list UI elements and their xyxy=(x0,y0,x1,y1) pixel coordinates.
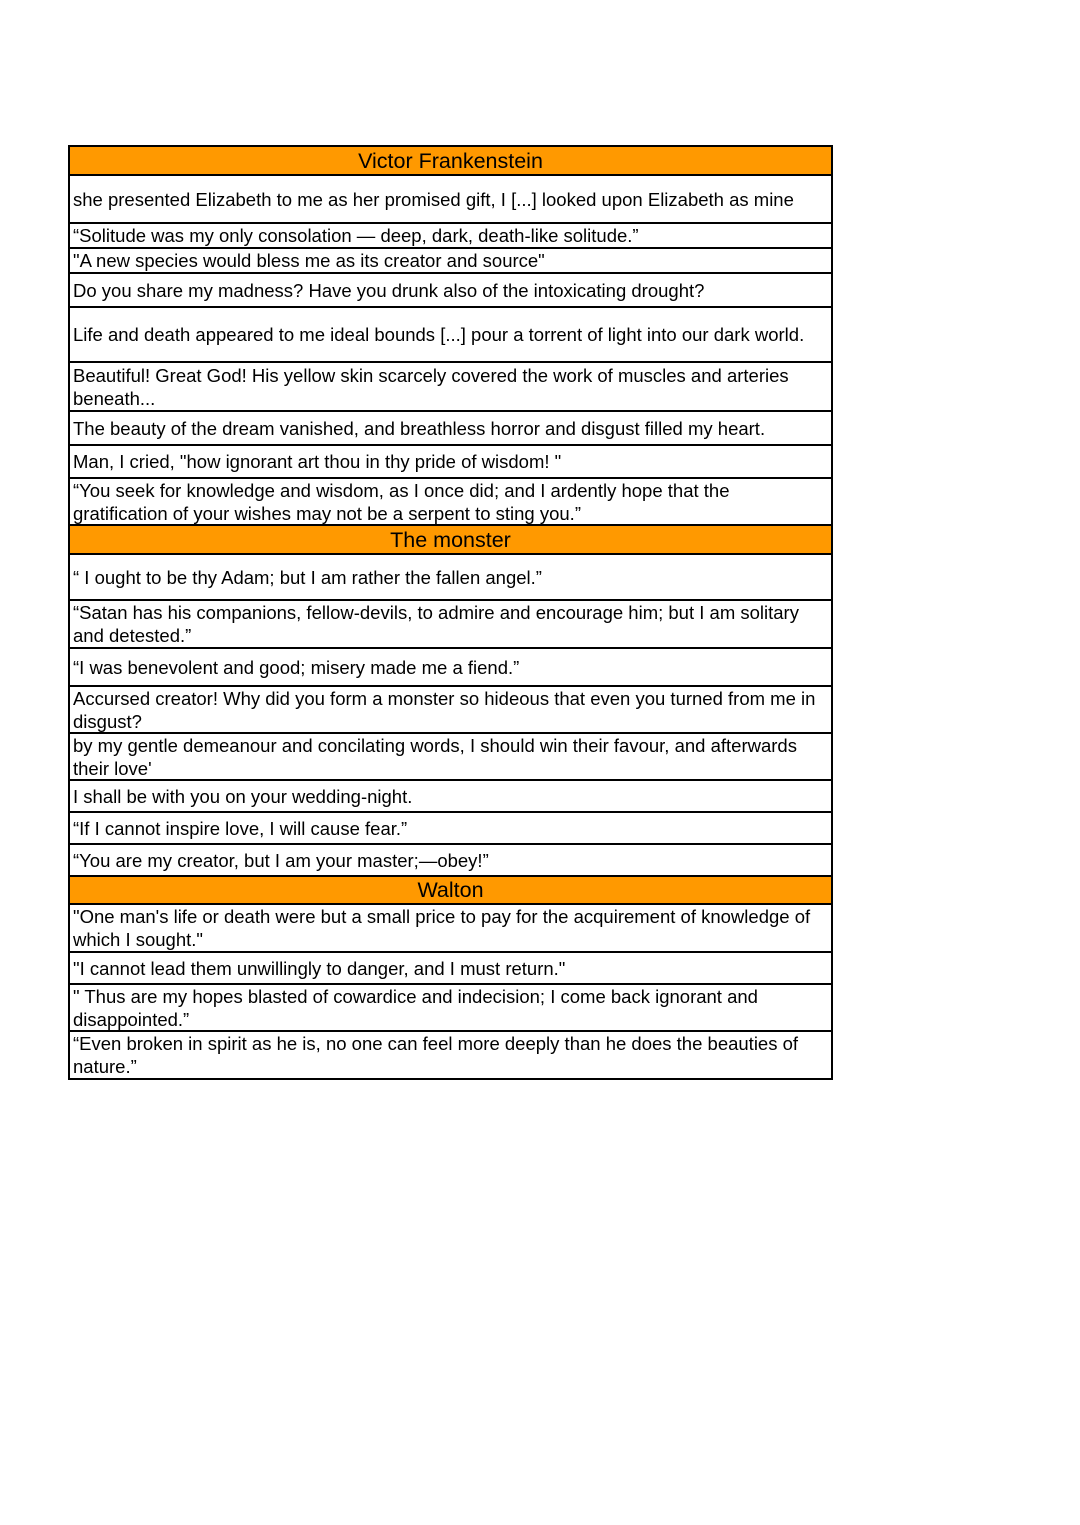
quote-row xyxy=(70,905,831,953)
quote-text: “Even broken in spirit as he is, no one can feel more deeply than he does the beauties of nature.” xyxy=(73,1033,799,1077)
quote-row xyxy=(70,813,831,845)
quote-text: “ I ought to be thy Adam; but I am rather the fallen angel.” xyxy=(73,566,542,588)
quote-row xyxy=(70,781,831,813)
quote-row xyxy=(70,274,831,308)
section-title: Victor Frankenstein xyxy=(358,148,543,173)
section-title: Walton xyxy=(417,878,484,902)
quote-text: " Thus are my hopes blasted of cowardice and indecision; I come back ignorant and disappointed.” xyxy=(73,985,758,1030)
quote-text: The beauty of the dream vanished, and breathless horror and disgust filled my heart. xyxy=(73,417,766,439)
quote-row xyxy=(70,953,831,985)
section-title: The monster xyxy=(390,527,511,552)
quote-text: Life and death appeared to me ideal bounds [...] pour a torrent of light into our dark world. xyxy=(73,324,805,345)
quote-row xyxy=(70,734,831,781)
quote-row xyxy=(70,479,831,526)
quote-row xyxy=(70,224,831,249)
quote-text: by my gentle demeanour and concilating words, I should win their favour, and afterwards their love' xyxy=(73,734,797,779)
quotes-table xyxy=(68,145,833,1080)
section-header-walton xyxy=(70,877,831,905)
section-header-monster xyxy=(70,526,831,555)
quote-text: Man, I cried, "how ignorant art thou in thy pride of wisdom! " xyxy=(73,451,562,472)
section-header-victor xyxy=(70,147,831,176)
quote-row xyxy=(70,845,831,877)
quote-text: she presented Elizabeth to me as her promised gift, I [...] looked upon Elizabeth as mine xyxy=(73,188,794,210)
quote-row xyxy=(70,412,831,446)
quote-text: “Solitude was my only consolation — deep, dark, death-like solitude.” xyxy=(73,225,639,246)
quote-text: “You are my creator, but I am your master;—obey!” xyxy=(73,849,489,871)
quote-row xyxy=(70,1032,831,1078)
quote-text: “Satan has his companions, fellow-devils, to admire and encourage him; but I am solitary and detested.” xyxy=(73,602,799,646)
quote-text: "One man's life or death were but a small price to pay for the acquirement of knowledge of which I sought." xyxy=(73,906,811,950)
quote-row xyxy=(70,601,831,649)
quote-row xyxy=(70,687,831,734)
quote-text: Do you share my madness? Have you drunk also of the intoxicating drought? xyxy=(73,279,705,301)
quote-text: “You seek for knowledge and wisdom, as I once did; and I ardently hope that the gratification of your wishes may not be a serpent to sting you.” xyxy=(73,479,730,524)
quote-row xyxy=(70,249,831,274)
quote-row xyxy=(70,446,831,479)
quote-row xyxy=(70,308,831,363)
quote-row xyxy=(70,985,831,1032)
quote-text: I shall be with you on your wedding-night. xyxy=(73,785,413,807)
quote-text: "I cannot lead them unwillingly to danger, and I must return." xyxy=(73,957,566,979)
quote-text: Beautiful! Great God! His yellow skin scarcely covered the work of muscles and arteries beneath... xyxy=(73,364,789,409)
quote-text: "A new species would bless me as its creator and source" xyxy=(73,250,545,271)
quote-text: Accursed creator! Why did you form a monster so hideous that even you turned from me in disgust? xyxy=(73,687,816,732)
quote-text: “If I cannot inspire love, I will cause fear.” xyxy=(73,817,408,839)
quote-row xyxy=(70,649,831,687)
quote-row xyxy=(70,176,831,224)
quote-row xyxy=(70,363,831,412)
quote-text: “I was benevolent and good; misery made me a fiend.” xyxy=(73,656,520,678)
quote-row xyxy=(70,555,831,601)
